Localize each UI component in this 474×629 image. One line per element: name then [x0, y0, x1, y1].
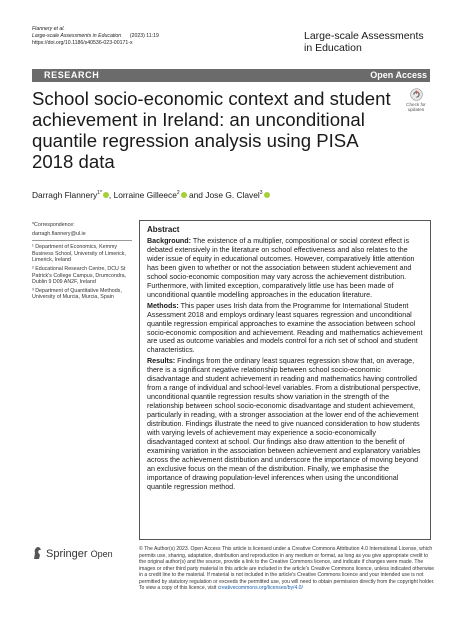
check-updates-icon: [410, 88, 423, 101]
methods-label: Methods:: [147, 301, 179, 310]
author-name: Jose G. Clavel: [205, 189, 260, 200]
results-label: Results:: [147, 357, 176, 366]
author-affiliation-marker: 3: [259, 190, 263, 196]
author-separator: and: [186, 189, 206, 200]
header-journal: Large-scale Assessments in Education: [32, 33, 122, 39]
author-name: Lorraine Gilleece: [113, 189, 177, 200]
affiliation-3: ³ Department of Quantitative Methods, University of Murcia, Murcia, Spain: [32, 287, 122, 301]
affiliations-sidebar: [32, 222, 132, 303]
research-label: RESEARCH: [44, 70, 100, 80]
header-volume: (2023) 11:19: [129, 33, 159, 39]
article-type-banner: [32, 69, 430, 82]
journal-title: Large-scale Assessments in Education: [304, 30, 424, 54]
springer-open-logo: [32, 546, 132, 562]
open-word: Open: [90, 549, 113, 559]
affiliation-2: ² Educational Research Centre, DCU St Patrick's College Campus, Drumcondra, Dublin 9 D09 AN2F, Ireland: [32, 265, 127, 286]
author-affiliation-marker: 1*: [97, 190, 102, 196]
methods-text: This paper uses Irish data from the Programme for International Student Assessment 2018 and employs ordinary least squares regression and unconditional quantile regression empirical approaches to examine the association between school socio-economic composition and achievement. Reading and mathematics achievement are used as outcome variables and models control for a rich set of school and student characteristics.: [147, 301, 423, 355]
check-updates-line1: Check for: [406, 102, 426, 107]
open-access-label: Open Access: [370, 70, 427, 80]
abstract-box: [139, 220, 431, 540]
correspondence-email[interactable]: darragh.flannery@ul.ie: [32, 230, 86, 237]
abstract-heading: Abstract: [147, 225, 180, 234]
license-link[interactable]: creativecommons.org/licenses/by/4.0/: [217, 585, 303, 591]
springer-word: Springer: [46, 548, 88, 560]
background-label: Background:: [147, 237, 192, 245]
springer-horse-icon: [32, 546, 43, 560]
check-updates-line2: updates: [407, 107, 425, 112]
header-doi-link[interactable]: https://doi.org/10.1186/s40536-023-00171-x: [32, 40, 133, 46]
article-meta-header: [32, 26, 159, 47]
orcid-icon[interactable]: [264, 192, 270, 198]
results-text: Findings from the ordinary least squares regression show that, on average, there is a significant negative relationship between school socio-economic disadvantage and student achievement in reading and mathematics having controlled from a range of individual and school-level variables. From a distributional perspective, unconditional quantile regression results show variation in the strength of the relationship between school socio-economic disadvantage and student achievement, particularly in reading, with a stronger association at the lower end of the achievement distribution. Findings illustrate the need to give nuanced consideration to how students with varying levels of achievement may experience a socio-economically disadvantaged context at school. Our findings also draw attention to the benefit of examining variation in the association between achievement and explanatory variables across the achievement distribution and underscore the importance of moving beyond an exclusive focus on the mean of the distribution. Finally, we emphasise the importance of drawing population-level inferences when using the unconditional quantile regression method.: [147, 357, 421, 491]
author-name: Darragh Flannery: [32, 189, 98, 200]
article-title: School socio-economic context and student achievement in Ireland: an unconditional quantile regression analysis using PISA 2018 data: [32, 88, 391, 172]
license-notice: [139, 546, 435, 592]
background-text: The existence of a multiplier, compositional or social context effect is debated extensively in the literature on school effectiveness and also relates to the wider issue of equity in educational outcomes. However, comparatively little attention has been given to whether or not the association between student achievement and school socio-economic composition may vary across the achievement distribution. Furthermore, with limited exception, comparatively little use has been made of unconditional quantile modelling approaches in the education literature.: [147, 237, 415, 299]
abstract-results: [147, 357, 423, 491]
author-list: [32, 188, 412, 201]
header-authors: Flannery et al.: [32, 26, 65, 32]
correspondence-label: *Correspondence:: [32, 222, 75, 228]
check-for-updates-badge[interactable]: [402, 88, 430, 112]
sidebar-divider: [32, 240, 132, 241]
author-separator: ,: [108, 189, 114, 200]
abstract-background: [147, 237, 423, 300]
author-affiliation-marker: 2: [176, 190, 180, 196]
license-text: © The Author(s) 2023. Open Access This article is licensed under a Creative Commons Attribution 4.0 International License, which permits use, sharing, adaptation, distribution and reproduction in any medium or format, as long as you give appropriate credit to the original author(s) and the source, provide a link to the Creative Commons licence, and indicate if changes were made. The images or other third party material in this article are included in the article's Creative Commons licence, unless indicated otherwise in a credit line to the material. If material is not included in the article's Creative Commons licence and your intended use is not permitted by statutory regulation or exceeds the permitted use, you will need to obtain permission directly from the copyright holder. To view a copy of this licence, visit: [139, 546, 435, 591]
abstract-methods: [147, 302, 423, 356]
affiliation-1: ¹ Department of Economics, Kemmy Business School, University of Limerick, Limerick, Ireland: [32, 244, 126, 264]
